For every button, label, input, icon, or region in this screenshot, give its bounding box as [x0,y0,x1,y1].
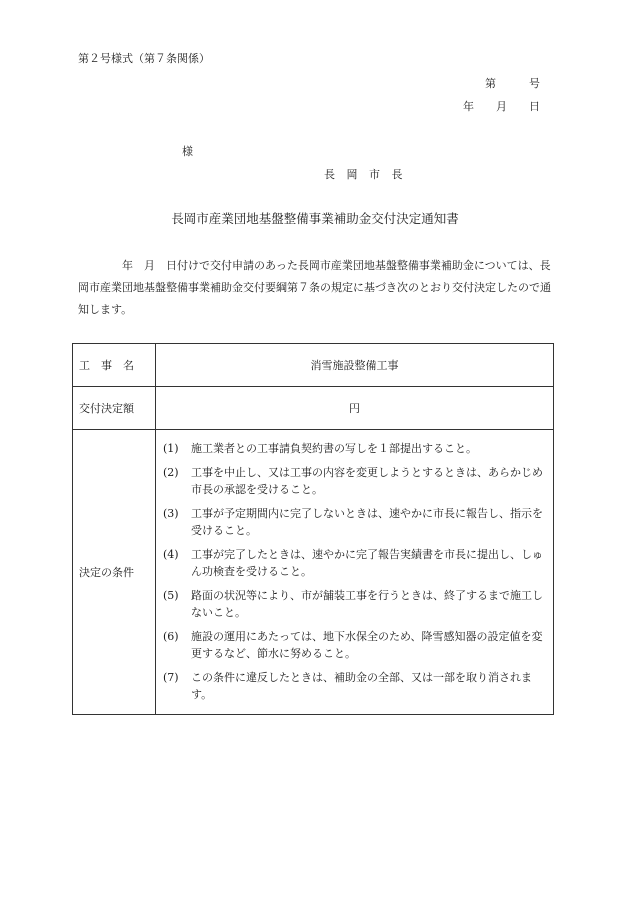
condition-number: (1) [163,442,179,455]
condition-text: この条件に違反したときは、補助金の全部、又は一部を取り消されます。 [191,671,532,701]
condition-number: (7) [163,671,179,684]
conditions-list [157,431,552,713]
project-name-value: 消雪施設整備工事 [156,344,554,387]
condition-text: 工事が予定期間内に完了しないときは、速やかに市長に報告し、指示を受けること。 [191,507,543,537]
grant-conditions-table [72,343,554,715]
condition-number: (6) [163,630,179,643]
condition-text: 路面の状況等により、市が舗装工事を行うときは、終了するまで施工しないこと。 [191,589,543,619]
sender: 長 岡 市 長 [324,168,407,181]
condition-text: 施設の運用にあたっては、地下水保全のため、降雪感知器の設定値を変更するなど、節水に努めること。 [191,630,543,660]
condition-number: (2) [163,466,179,479]
condition-text: 工事を中止し、又は工事の内容を変更しようとするときは、あらかじめ市長の承認を受けること。 [191,466,543,496]
condition-item [163,669,546,703]
condition-text: 施工業者との工事請負契約書の写しを１部提出すること。 [191,442,477,455]
addressee: 様 [182,145,193,158]
grant-amount-label: 交付決定額 [73,387,156,430]
condition-item [163,628,546,662]
project-name-label: 工 事 名 [73,344,156,387]
condition-item [163,440,546,457]
grant-amount-value: 円 [156,387,554,430]
condition-text: 工事が完了したときは、速やかに完了報告実績書を市長に提出し、しゅん功検査を受けること。 [191,548,543,578]
condition-number: (3) [163,507,179,520]
document-date: 年 月 日 [463,100,540,113]
document-number: 第 号 [485,77,540,90]
condition-number: (5) [163,589,179,602]
table-row-amount [73,387,554,430]
table-row-conditions [73,430,554,715]
table-row-project [73,344,554,387]
condition-item [163,587,546,621]
form-number-label: 第２号様式（第７条関係） [78,52,210,65]
notice-body: 年 月 日付けで交付申請のあった長岡市産業団地基盤整備事業補助金については、長岡市産業団地基盤整備事業補助金交付要綱第７条の規定に基づき次のとおり交付決定したので通知します。 [78,259,551,316]
condition-item [163,546,546,580]
condition-item [163,505,546,539]
condition-number: (4) [163,548,179,561]
conditions-label: 決定の条件 [73,430,156,715]
condition-item [163,464,546,498]
document-title: 長岡市産業団地基盤整備事業補助金交付決定通知書 [171,211,459,226]
conditions-cell [156,430,554,715]
